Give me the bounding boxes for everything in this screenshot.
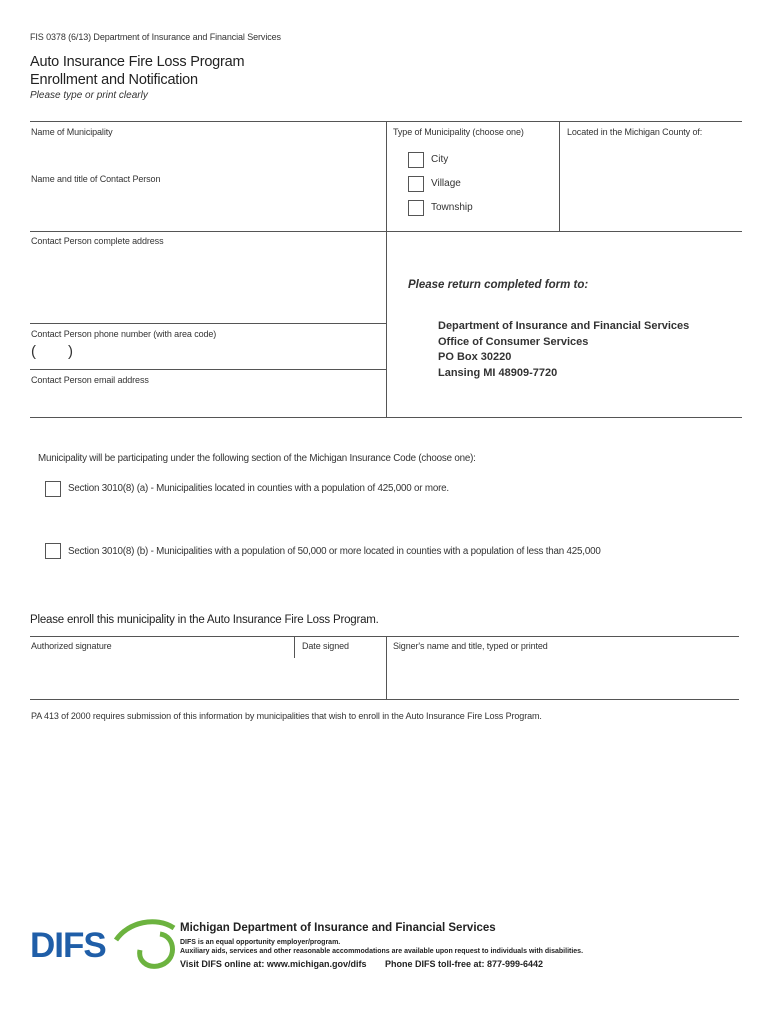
phone-area-code-input[interactable] [42, 345, 66, 361]
difs-logo-text: DIFS [30, 926, 106, 965]
authorized-signature-label: Authorized signature [31, 641, 112, 651]
contact-name-input[interactable] [32, 190, 377, 210]
checkbox-township[interactable] [408, 200, 424, 216]
contact-email-input[interactable] [32, 391, 377, 409]
phone-close-paren: ) [68, 343, 73, 360]
return-address [438, 319, 689, 381]
address-line-po-box: PO Box 30220 [438, 351, 512, 363]
address-line-department: Department of Insurance and Financial Services [438, 320, 690, 332]
footer-org-name: Michigan Department of Insurance and Financial Services [180, 922, 496, 934]
divider [294, 636, 295, 658]
section-a-label: Section 3010(8) (a) - Municipalities located in counties with a population of 425,000 or more. [68, 483, 449, 494]
enroll-statement: Please enroll this municipality in the Auto Insurance Fire Loss Program. [30, 614, 379, 626]
footer-accommodations: Auxiliary aids, services and other reasonable accommodations are available upon request to individuals with disabilities. [180, 948, 584, 955]
municipality-name-label: Name of Municipality [31, 127, 113, 137]
divider [30, 323, 386, 324]
contact-address-label: Contact Person complete address [31, 236, 164, 246]
contact-phone-label: Contact Person phone number (with area code) [31, 329, 217, 339]
divider [386, 121, 387, 417]
footer-equal-opportunity: DIFS is an equal opportunity employer/program. [180, 939, 341, 946]
municipality-type-label: Type of Municipality (choose one) [393, 127, 524, 137]
date-signed-label: Date signed [302, 641, 349, 651]
section-prompt: Municipality will be participating under the following section of the Michigan Insurance Code (choose one): [38, 453, 476, 464]
option-township-label: Township [431, 202, 473, 213]
instructions: Please type or print clearly [30, 90, 148, 101]
signer-name-input[interactable] [393, 660, 733, 690]
signer-name-label: Signer's name and title, typed or printed [393, 641, 548, 651]
form-title: Auto Insurance Fire Loss Program [30, 54, 245, 70]
difs-logo [28, 918, 178, 970]
form-subtitle-title: Enrollment and Notification [30, 72, 198, 88]
county-input[interactable] [566, 145, 736, 165]
contact-name-label: Name and title of Contact Person [31, 174, 161, 184]
phone-number-input[interactable] [82, 345, 372, 361]
divider [30, 369, 386, 370]
checkbox-section-a[interactable] [45, 481, 61, 497]
address-line-office: Office of Consumer Services [438, 335, 589, 348]
divider [30, 417, 742, 418]
divider [30, 636, 739, 637]
county-label: Located in the Michigan County of: [567, 127, 703, 137]
date-signed-input[interactable] [302, 660, 380, 690]
checkbox-village[interactable] [408, 176, 424, 192]
divider [386, 636, 387, 699]
phone-open-paren: ( [31, 343, 36, 360]
divider [30, 699, 739, 700]
authorized-signature-input[interactable] [32, 660, 287, 690]
checkbox-section-b[interactable] [45, 543, 61, 559]
contact-email-label: Contact Person email address [31, 375, 149, 385]
section-b-label: Section 3010(8) (b) - Municipalities with a population of 50,000 or more located in counties with a population of less than 425,000 [68, 546, 601, 557]
contact-address-input[interactable] [32, 252, 377, 316]
option-village-label: Village [431, 178, 461, 189]
legal-note: PA 413 of 2000 requires submission of this information by municipalities that wish to enroll in the Auto Insurance Fire Loss Program. [31, 711, 542, 721]
address-line-city: Lansing MI 48909-7720 [438, 366, 558, 379]
option-city-label: City [431, 154, 449, 165]
divider [30, 231, 742, 232]
footer-phone: Phone DIFS toll-free at: 877-999-6442 [385, 959, 544, 969]
checkbox-city[interactable] [408, 152, 424, 168]
divider [559, 121, 560, 231]
municipality-name-input[interactable] [32, 142, 377, 162]
footer-website: Visit DIFS online at: www.michigan.gov/difs [180, 959, 367, 969]
form-code: FIS 0378 (6/13) Department of Insurance and Financial Services [30, 32, 281, 42]
return-heading: Please return completed form to: [408, 279, 589, 291]
